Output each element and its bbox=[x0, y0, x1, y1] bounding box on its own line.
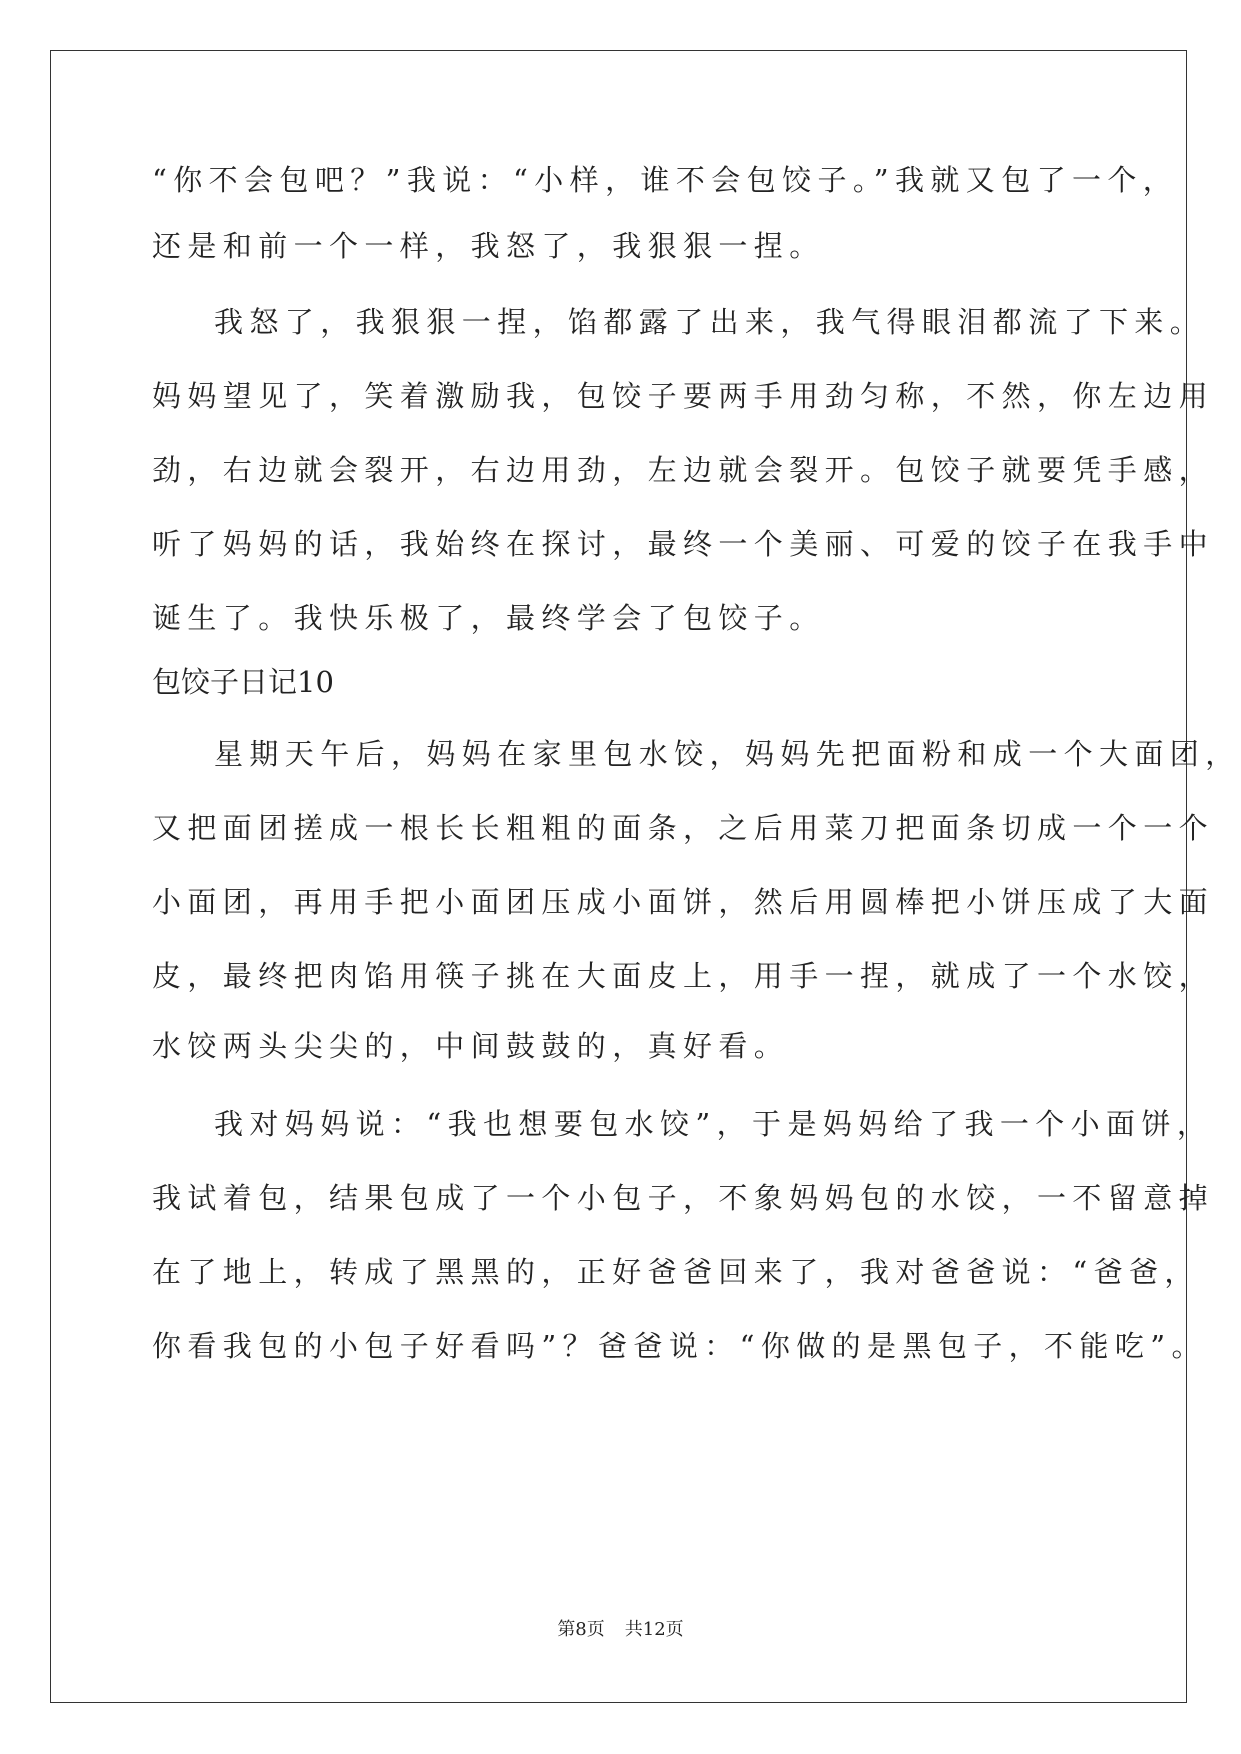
paragraph-line: 你看我包的小包子好看吗”？爸爸说：“你做的是黑包子，不能吃”。 bbox=[152, 1329, 1207, 1363]
paragraph-line: 水饺两头尖尖的，中间鼓鼓的，真好看。 bbox=[152, 1029, 790, 1063]
paragraph-line: 妈妈望见了，笑着激励我，包饺子要两手用劲匀称，不然，你左边用 bbox=[152, 379, 1215, 413]
paragraph-line: 小面团，再用手把小面团压成小面饼，然后用圆棒把小饼压成了大面 bbox=[152, 885, 1215, 919]
paragraph-line: 劲，右边就会裂开，右边用劲，左边就会裂开。包饺子就要凭手感， bbox=[152, 453, 1215, 487]
paragraph-line: 我怒了，我狠狠一捏，馅都露了出来，我气得眼泪都流了下来。 bbox=[214, 305, 1206, 339]
paragraph-line: 我对妈妈说：“我也想要包水饺”，于是妈妈给了我一个小面饼， bbox=[214, 1107, 1213, 1141]
paragraph-line: “你不会包吧？”我说：“小样，谁不会包饺子。”我就又包了一个， bbox=[152, 163, 1179, 197]
paragraph-line: 星期天午后，妈妈在家里包水饺，妈妈先把面粉和成一个大面团， bbox=[214, 737, 1241, 771]
paragraph-line: 在了地上，转成了黑黑的，正好爸爸回来了，我对爸爸说：“爸爸， bbox=[152, 1255, 1200, 1289]
section-heading: 包饺子日记10 bbox=[152, 665, 334, 699]
paragraph-line: 皮，最终把肉馅用筷子挑在大面皮上，用手一捏，就成了一个水饺， bbox=[152, 959, 1215, 993]
total-pages: 共12页 bbox=[624, 1619, 684, 1640]
paragraph-line: 诞生了。我快乐极了，最终学会了包饺子。 bbox=[152, 601, 825, 635]
paragraph-line: 我试着包，结果包成了一个小包子，不象妈妈包的水饺，一不留意掉 bbox=[152, 1181, 1215, 1215]
paragraph-line: 听了妈妈的话，我始终在探讨，最终一个美丽、可爱的饺子在我手中 bbox=[152, 527, 1215, 561]
page-footer bbox=[0, 1618, 1241, 1642]
current-page-number: 第8页 bbox=[557, 1619, 605, 1640]
page-frame bbox=[50, 50, 1187, 1703]
paragraph-line: 又把面团搓成一根长长粗粗的面条，之后用菜刀把面条切成一个一个 bbox=[152, 811, 1215, 845]
paragraph-line: 还是和前一个一样，我怒了，我狠狠一捏。 bbox=[152, 229, 825, 263]
